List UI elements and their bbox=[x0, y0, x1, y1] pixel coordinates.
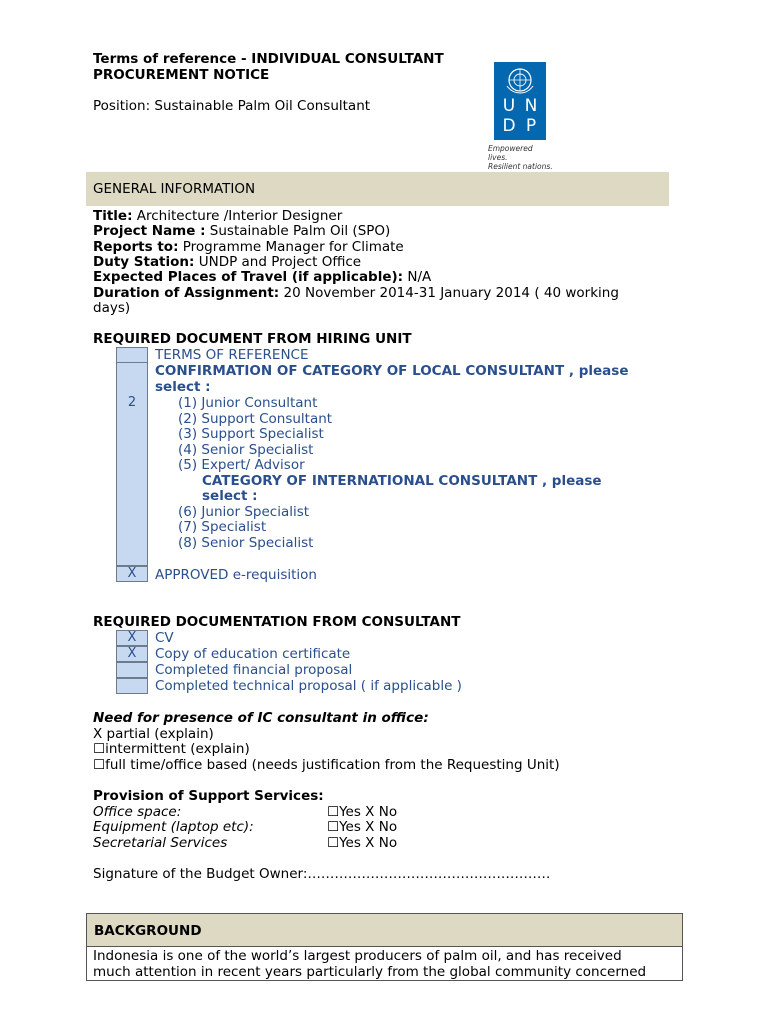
erequisition-checkbox[interactable]: X bbox=[116, 566, 148, 582]
intl-category-heading-cont: select : bbox=[202, 488, 258, 504]
support-choice[interactable]: ☐Yes X No bbox=[327, 804, 398, 820]
support-choice[interactable]: ☐Yes X No bbox=[327, 819, 398, 835]
doc-title-line2: PROCUREMENT NOTICE bbox=[93, 67, 270, 83]
general-info-header bbox=[86, 172, 669, 206]
background-heading: BACKGROUND bbox=[94, 923, 202, 939]
logo-tagline-line2: Resilient nations. bbox=[488, 162, 553, 171]
project-value: Sustainable Palm Oil (SPO) bbox=[205, 223, 391, 239]
logo-letter: P bbox=[525, 116, 537, 136]
presence-option[interactable]: X partial (explain) bbox=[93, 726, 214, 742]
intl-option: (7) Specialist bbox=[178, 519, 267, 535]
intl-category-heading: CATEGORY OF INTERNATIONAL CONSULTANT , please bbox=[202, 473, 602, 489]
erequisition-label: APPROVED e-requisition bbox=[155, 567, 317, 583]
tor-label: TERMS OF REFERENCE bbox=[155, 347, 309, 363]
undp-logo-box bbox=[494, 62, 546, 140]
local-option: (5) Expert/ Advisor bbox=[178, 457, 305, 473]
presence-option[interactable]: ☐full time/office based (needs justification from the Requesting Unit) bbox=[93, 757, 560, 773]
undp-logo bbox=[488, 62, 554, 171]
undp-letters bbox=[498, 96, 542, 136]
logo-tagline-line1: Empowered lives. bbox=[488, 144, 533, 162]
intl-option: (6) Junior Specialist bbox=[178, 504, 310, 520]
title-label: Title: bbox=[93, 208, 133, 224]
local-option: (2) Support Consultant bbox=[178, 411, 333, 427]
doc-label: CV bbox=[155, 630, 174, 646]
background-body bbox=[86, 947, 683, 981]
logo-letter: D bbox=[502, 116, 516, 136]
local-category-heading-cont: select : bbox=[155, 379, 211, 395]
support-choice[interactable]: ☐Yes X No bbox=[327, 835, 398, 851]
doc-checkbox[interactable]: X bbox=[116, 646, 148, 662]
un-emblem-icon bbox=[504, 66, 536, 94]
selected-category-value: 2 bbox=[127, 395, 137, 410]
support-label: Secretarial Services bbox=[93, 835, 228, 851]
duty-value: UNDP and Project Office bbox=[194, 254, 362, 270]
reports-label: Reports to: bbox=[93, 239, 179, 255]
local-option: (3) Support Specialist bbox=[178, 426, 324, 442]
position-text: Position: Sustainable Palm Oil Consultant bbox=[93, 98, 371, 114]
support-heading: Provision of Support Services: bbox=[93, 788, 324, 804]
travel-value: N/A bbox=[403, 269, 432, 285]
consultant-docs-heading: REQUIRED DOCUMENTATION FROM CONSULTANT bbox=[93, 614, 461, 630]
background-text-line: Indonesia is one of the world’s largest producers of palm oil, and has received bbox=[93, 948, 622, 964]
doc-checkbox[interactable] bbox=[116, 678, 148, 694]
doc-title-line1: Terms of reference - INDIVIDUAL CONSULTANT bbox=[93, 51, 444, 67]
local-option: (1) Junior Consultant bbox=[178, 395, 318, 411]
support-label: Equipment (laptop etc): bbox=[93, 819, 254, 835]
duration-field bbox=[93, 285, 619, 301]
travel-label: Expected Places of Travel (if applicable): bbox=[93, 269, 404, 285]
logo-letter: N bbox=[524, 96, 538, 116]
doc-label: Completed financial proposal bbox=[155, 662, 353, 678]
duty-label: Duty Station: bbox=[93, 254, 195, 270]
presence-heading: Need for presence of IC consultant in office: bbox=[93, 710, 429, 726]
doc-label: Copy of education certificate bbox=[155, 646, 351, 662]
background-text-line: much attention in recent years particularly from the global community concerned bbox=[93, 964, 647, 980]
reports-value: Programme Manager for Climate bbox=[178, 239, 404, 255]
duration-value: 20 November 2014-31 January 2014 ( 40 working bbox=[279, 285, 619, 301]
support-label: Office space: bbox=[93, 804, 182, 820]
duration-label: Duration of Assignment: bbox=[93, 285, 280, 301]
duty-field bbox=[93, 254, 361, 270]
doc-checkbox[interactable] bbox=[116, 662, 148, 678]
background-header bbox=[86, 913, 683, 947]
intl-option: (8) Senior Specialist bbox=[178, 535, 314, 551]
reports-field bbox=[93, 239, 404, 255]
duration-value-cont: days) bbox=[93, 300, 131, 316]
local-category-heading: CONFIRMATION OF CATEGORY OF LOCAL CONSULTANT , please bbox=[155, 363, 629, 379]
tor-checkbox[interactable] bbox=[116, 347, 148, 363]
title-field bbox=[93, 208, 342, 224]
presence-option[interactable]: ☐intermittent (explain) bbox=[93, 741, 250, 757]
general-info-heading: GENERAL INFORMATION bbox=[93, 181, 256, 197]
project-label: Project Name : bbox=[93, 223, 206, 239]
title-value: Architecture /Interior Designer bbox=[132, 208, 343, 224]
signature-line: Signature of the Budget Owner:……………………………………………… bbox=[93, 866, 551, 882]
doc-checkbox[interactable]: X bbox=[116, 630, 148, 646]
category-checkbox[interactable] bbox=[116, 362, 148, 566]
hiring-unit-heading: REQUIRED DOCUMENT FROM HIRING UNIT bbox=[93, 331, 412, 347]
doc-label: Completed technical proposal ( if applicable ) bbox=[155, 678, 462, 694]
travel-field bbox=[93, 269, 431, 285]
logo-tagline bbox=[488, 144, 554, 171]
local-option: (4) Senior Specialist bbox=[178, 442, 314, 458]
project-field bbox=[93, 223, 390, 239]
logo-letter: U bbox=[502, 96, 516, 116]
